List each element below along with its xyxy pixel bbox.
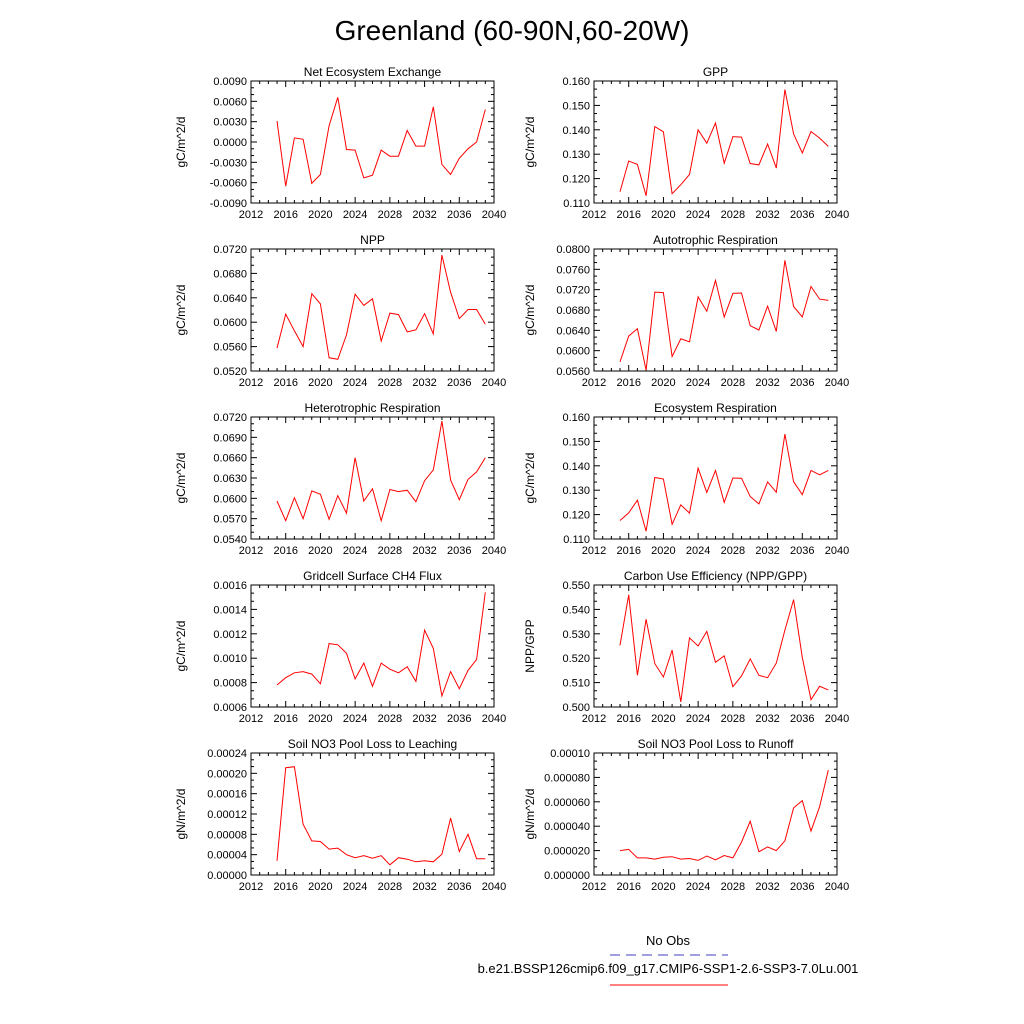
y-tick-label: 0.500 — [562, 702, 590, 714]
chart-panel-3 — [174, 233, 506, 389]
y-axis-label: gC/m^2/d — [174, 284, 188, 336]
x-tick-label: 2024 — [685, 545, 711, 557]
x-tick-label: 2028 — [720, 545, 746, 557]
x-tick-label: 2036 — [790, 881, 815, 893]
x-tick-label: 2028 — [377, 881, 403, 893]
y-tick-label: 0.160 — [562, 76, 590, 88]
x-tick-label: 2024 — [685, 881, 711, 893]
y-tick-label: 0.540 — [562, 604, 590, 617]
y-tick-label: 0.00012 — [207, 809, 247, 821]
y-axis-label: gC/m^2/d — [523, 452, 537, 504]
x-tick-label: 2016 — [273, 713, 298, 725]
y-tick-label: -0.0030 — [209, 157, 247, 170]
x-tick-label: 2040 — [824, 545, 850, 557]
y-tick-label: 0.140 — [562, 124, 590, 137]
x-tick-label: 2032 — [755, 209, 780, 221]
chart-title: Net Ecosystem Exchange — [303, 65, 442, 79]
y-tick-label: 0.0720 — [213, 412, 247, 424]
chart-title: GPP — [702, 65, 729, 79]
y-tick-label: 0.130 — [562, 149, 590, 162]
x-tick-label: 2032 — [412, 713, 437, 725]
x-tick-label: 2020 — [651, 545, 676, 557]
figure-title: Greenland (60-90N,60-20W) — [334, 15, 690, 46]
x-tick-label: 2016 — [616, 209, 641, 221]
x-tick-label: 2032 — [412, 545, 437, 557]
y-tick-label: 0.0560 — [213, 341, 247, 354]
x-tick-label: 2020 — [308, 209, 333, 221]
y-tick-label: 0.120 — [562, 173, 590, 186]
y-tick-label: -0.0090 — [209, 198, 247, 210]
chart-title: Ecosystem Respiration — [654, 401, 777, 415]
x-tick-label: 2012 — [581, 209, 607, 221]
y-tick-label: 0.530 — [562, 628, 590, 641]
series-line — [620, 260, 828, 370]
y-tick-label: 0.0600 — [213, 493, 247, 506]
x-tick-label: 2016 — [273, 545, 298, 557]
x-tick-label: 2020 — [308, 545, 333, 557]
y-tick-label: 0.520 — [562, 653, 590, 666]
y-tick-label: 0.0016 — [213, 580, 247, 592]
x-tick-label: 2028 — [720, 713, 746, 725]
y-tick-label: 0.0800 — [556, 244, 590, 256]
x-tick-label: 2020 — [308, 713, 333, 725]
y-axis-label: gC/m^2/d — [174, 620, 188, 672]
y-tick-label: 0.0690 — [213, 432, 247, 445]
panels — [174, 65, 849, 893]
y-tick-label: 0.130 — [562, 485, 590, 498]
y-tick-label: 0.0760 — [556, 264, 590, 277]
y-tick-label: 0.0060 — [213, 96, 247, 109]
y-tick-label: 0.0000 — [213, 137, 247, 149]
chart-title: Heterotrophic Respiration — [304, 401, 441, 415]
x-tick-label: 2012 — [238, 377, 264, 389]
x-tick-label: 2032 — [755, 881, 780, 893]
x-tick-label: 2024 — [342, 713, 368, 725]
x-tick-label: 2036 — [790, 713, 815, 725]
x-tick-label: 2012 — [238, 545, 264, 557]
y-tick-label: 0.00010 — [550, 748, 590, 760]
y-tick-label: 0.160 — [562, 412, 590, 424]
x-tick-label: 2012 — [581, 377, 607, 389]
series-line — [620, 770, 828, 860]
series-line — [277, 255, 485, 359]
plot-frame — [251, 753, 494, 875]
x-tick-label: 2036 — [447, 209, 472, 221]
x-tick-label: 2020 — [651, 209, 676, 221]
x-tick-label: 2024 — [685, 209, 711, 221]
x-tick-label: 2028 — [377, 209, 403, 221]
y-tick-label: 0.0010 — [213, 653, 247, 666]
x-tick-label: 2036 — [447, 545, 472, 557]
y-tick-label: 0.0630 — [213, 473, 247, 485]
chart-title: NPP — [360, 233, 385, 247]
y-tick-label: 0.00024 — [207, 748, 247, 760]
x-tick-label: 2036 — [790, 209, 815, 221]
x-tick-label: 2024 — [342, 209, 368, 221]
plot-frame — [594, 81, 837, 203]
chart-panel-4 — [523, 233, 849, 389]
y-tick-label: 0.0570 — [213, 513, 247, 526]
y-tick-label: 0.0008 — [213, 677, 247, 690]
chart-title: Autotrophic Respiration — [653, 233, 778, 247]
plot-frame — [251, 249, 494, 371]
y-tick-label: -0.0060 — [209, 177, 247, 190]
y-tick-label: 0.0640 — [213, 292, 247, 305]
y-axis-label: gC/m^2/d — [523, 284, 537, 336]
x-tick-label: 2032 — [755, 377, 780, 389]
y-tick-label: 0.150 — [562, 436, 590, 449]
y-tick-label: 0.0540 — [213, 534, 247, 546]
x-tick-label: 2016 — [273, 377, 298, 389]
chart-panel-8 — [523, 569, 849, 725]
y-tick-label: 0.00020 — [207, 768, 247, 781]
chart-panel-7 — [174, 569, 506, 725]
x-tick-label: 2040 — [824, 713, 850, 725]
series-line — [620, 595, 828, 702]
x-tick-label: 2028 — [377, 545, 403, 557]
legend-model-label: b.e21.BSSP126cmip6.f09_g17.CMIP6-SSP1-2.6-SSP3-7.0Lu.001 — [477, 961, 859, 976]
legend — [478, 933, 859, 985]
x-tick-label: 2040 — [824, 881, 850, 893]
x-tick-label: 2012 — [238, 881, 264, 893]
x-tick-label: 2016 — [616, 881, 641, 893]
plot-frame — [251, 417, 494, 539]
x-tick-label: 2016 — [273, 881, 298, 893]
x-tick-label: 2024 — [685, 377, 711, 389]
x-tick-label: 2024 — [342, 881, 368, 893]
chart-panel-9 — [174, 737, 506, 893]
y-axis-label: NPP/GPP — [523, 619, 537, 673]
x-tick-label: 2040 — [481, 377, 507, 389]
x-tick-label: 2012 — [581, 545, 607, 557]
x-tick-label: 2020 — [651, 881, 676, 893]
y-axis-label: gC/m^2/d — [523, 116, 537, 168]
x-tick-label: 2016 — [616, 377, 641, 389]
y-tick-label: 0.0006 — [213, 702, 247, 714]
x-tick-label: 2028 — [377, 377, 403, 389]
chart-title: Gridcell Surface CH4 Flux — [303, 569, 442, 583]
x-tick-label: 2028 — [377, 713, 403, 725]
x-tick-label: 2036 — [447, 377, 472, 389]
y-tick-label: 0.000060 — [544, 796, 590, 809]
y-axis-label: gN/m^2/d — [523, 788, 537, 840]
x-tick-label: 2012 — [581, 881, 607, 893]
chart-title: Soil NO3 Pool Loss to Runoff — [637, 737, 794, 751]
y-tick-label: 0.0090 — [213, 76, 247, 88]
x-tick-label: 2012 — [238, 209, 264, 221]
x-tick-label: 2040 — [481, 881, 507, 893]
y-axis-label: gC/m^2/d — [174, 452, 188, 504]
x-tick-label: 2032 — [412, 377, 437, 389]
x-tick-label: 2012 — [238, 713, 264, 725]
y-tick-label: 0.0014 — [213, 604, 247, 617]
x-tick-label: 2028 — [720, 209, 746, 221]
x-tick-label: 2036 — [447, 713, 472, 725]
chart-panel-2 — [523, 65, 849, 221]
chart-panel-5 — [174, 401, 506, 557]
y-tick-label: 0.0012 — [213, 628, 247, 641]
x-tick-label: 2040 — [481, 209, 507, 221]
y-tick-label: 0.0720 — [213, 244, 247, 256]
y-tick-label: 0.00000 — [207, 870, 247, 882]
chart-panel-10 — [523, 737, 849, 893]
x-tick-label: 2016 — [273, 209, 298, 221]
x-tick-label: 2024 — [685, 713, 711, 725]
chart-panel-6 — [523, 401, 849, 557]
x-tick-label: 2032 — [412, 209, 437, 221]
chart-title: Carbon Use Efficiency (NPP/GPP) — [623, 569, 808, 583]
x-tick-label: 2032 — [412, 881, 437, 893]
y-tick-label: 0.00004 — [207, 849, 247, 862]
x-tick-label: 2036 — [447, 881, 472, 893]
x-tick-label: 2032 — [755, 713, 780, 725]
y-tick-label: 0.00008 — [207, 829, 247, 842]
x-tick-label: 2036 — [790, 377, 815, 389]
plot-frame — [594, 249, 837, 371]
x-tick-label: 2020 — [308, 377, 333, 389]
y-tick-label: 0.150 — [562, 100, 590, 113]
x-tick-label: 2028 — [720, 881, 746, 893]
x-tick-label: 2040 — [481, 713, 507, 725]
x-tick-label: 2020 — [651, 377, 676, 389]
y-tick-label: 0.000020 — [544, 845, 590, 858]
y-tick-label: 0.0520 — [213, 366, 247, 378]
x-tick-label: 2020 — [651, 713, 676, 725]
series-line — [620, 434, 828, 531]
y-tick-label: 0.140 — [562, 460, 590, 473]
y-tick-label: 0.000040 — [544, 821, 590, 834]
y-tick-label: 0.120 — [562, 509, 590, 522]
chart-title: Soil NO3 Pool Loss to Leaching — [287, 737, 458, 751]
x-tick-label: 2012 — [581, 713, 607, 725]
y-tick-label: 0.0600 — [556, 345, 590, 358]
y-tick-label: 0.000080 — [544, 772, 590, 785]
plot-frame — [594, 417, 837, 539]
x-tick-label: 2040 — [824, 209, 850, 221]
y-tick-label: 0.000000 — [544, 870, 590, 882]
x-tick-label: 2040 — [481, 545, 507, 557]
y-tick-label: 0.0680 — [213, 268, 247, 281]
y-tick-label: 0.0720 — [556, 284, 590, 297]
x-tick-label: 2040 — [824, 377, 850, 389]
y-tick-label: 0.510 — [562, 677, 590, 690]
series-line — [277, 592, 485, 696]
y-tick-label: 0.110 — [563, 534, 590, 546]
y-tick-label: 0.0600 — [213, 317, 247, 330]
plot-frame — [251, 585, 494, 707]
legend-obs-label: No Obs — [645, 933, 691, 948]
chart-panel-1 — [174, 65, 506, 221]
x-tick-label: 2032 — [755, 545, 780, 557]
series-line — [277, 97, 485, 186]
y-axis-label: gC/m^2/d — [174, 116, 188, 168]
x-tick-label: 2024 — [342, 545, 368, 557]
plot-frame — [251, 81, 494, 203]
x-tick-label: 2028 — [720, 377, 746, 389]
y-tick-label: 0.0680 — [556, 305, 590, 317]
x-tick-label: 2024 — [342, 377, 368, 389]
y-tick-label: 0.00016 — [207, 788, 247, 801]
y-axis-label: gN/m^2/d — [174, 788, 188, 840]
y-tick-label: 0.0660 — [213, 452, 247, 465]
series-line — [277, 767, 485, 865]
y-tick-label: 0.0560 — [556, 366, 590, 378]
y-tick-label: 0.110 — [563, 198, 590, 210]
y-tick-label: 0.550 — [562, 580, 590, 592]
x-tick-label: 2016 — [616, 545, 641, 557]
series-line — [277, 421, 485, 521]
x-tick-label: 2036 — [790, 545, 815, 557]
plot-frame — [594, 753, 837, 875]
x-tick-label: 2016 — [616, 713, 641, 725]
series-line — [620, 90, 828, 196]
y-tick-label: 0.0030 — [213, 116, 247, 129]
y-tick-label: 0.0640 — [556, 325, 590, 338]
x-tick-label: 2020 — [308, 881, 333, 893]
